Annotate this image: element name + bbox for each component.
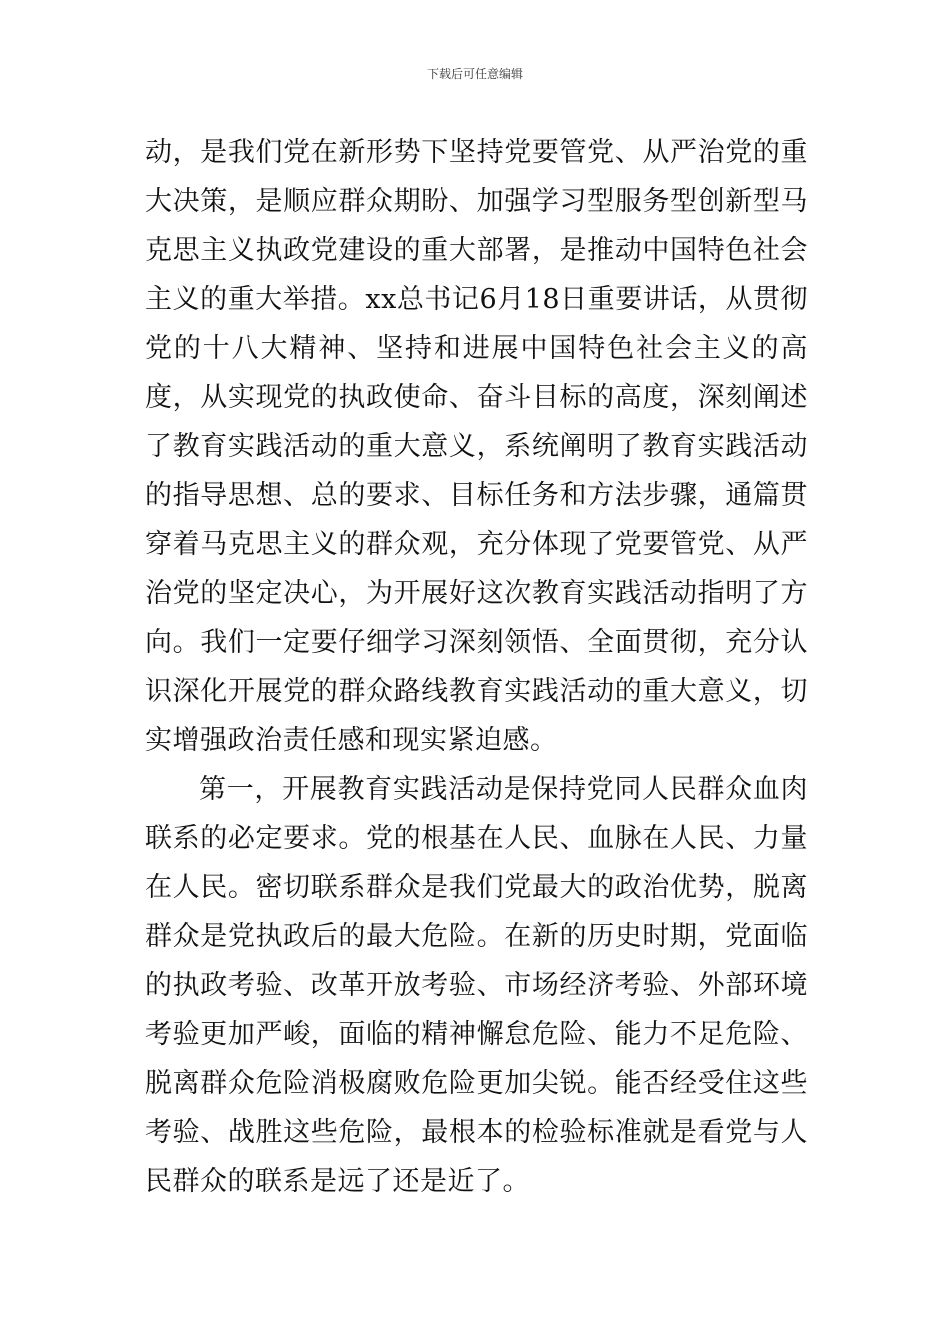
document-body: [145, 128, 808, 1206]
paragraph-continuation: 动，是我们党在新形势下坚持党要管党、从严治党的重大决策，是顺应群众期盼、加强学习型服务型创新型马克思主义执政党建设的重大部署，是推动中国特色社会主义的重大举措。xx总书记6月18日重要讲话，从贯彻党的十八大精神、坚持和进展中国特色社会主义的高度，从实现党的执政使命、奋斗目标的高度，深刻阐述了教育实践活动的重大意义，系统阐明了教育实践活动的指导思想、总的要求、目标任务和方法步骤，通篇贯穿着马克思主义的群众观，充分体现了党要管党、从严治党的坚定决心，为开展好这次教育实践活动指明了方向。我们一定要仔细学习深刻领悟、全面贯彻，充分认识深化开展党的群众路线教育实践活动的重大意义，切实增强政治责任感和现实紧迫感。: [145, 137, 808, 756]
paragraph-first-point: 第一，开展教育实践活动是保持党同人民群众血肉联系的必定要求。党的根基在人民、血脉在人民、力量在人民。密切联系群众是我们党最大的政治优势，脱离群众是党执政后的最大危险。在新的历史时期，党面临的执政考验、改革开放考验、市场经济考验、外部环境考验更加严峻，面临的精神懈怠危险、能力不足危险、脱离群众危险消极腐败危险更加尖锐。能否经受住这些考验、战胜这些危险，最根本的检验标准就是看党与人民群众的联系是远了还是近了。: [145, 774, 808, 1197]
page-header: 下载后可任意编辑: [426, 67, 523, 81]
